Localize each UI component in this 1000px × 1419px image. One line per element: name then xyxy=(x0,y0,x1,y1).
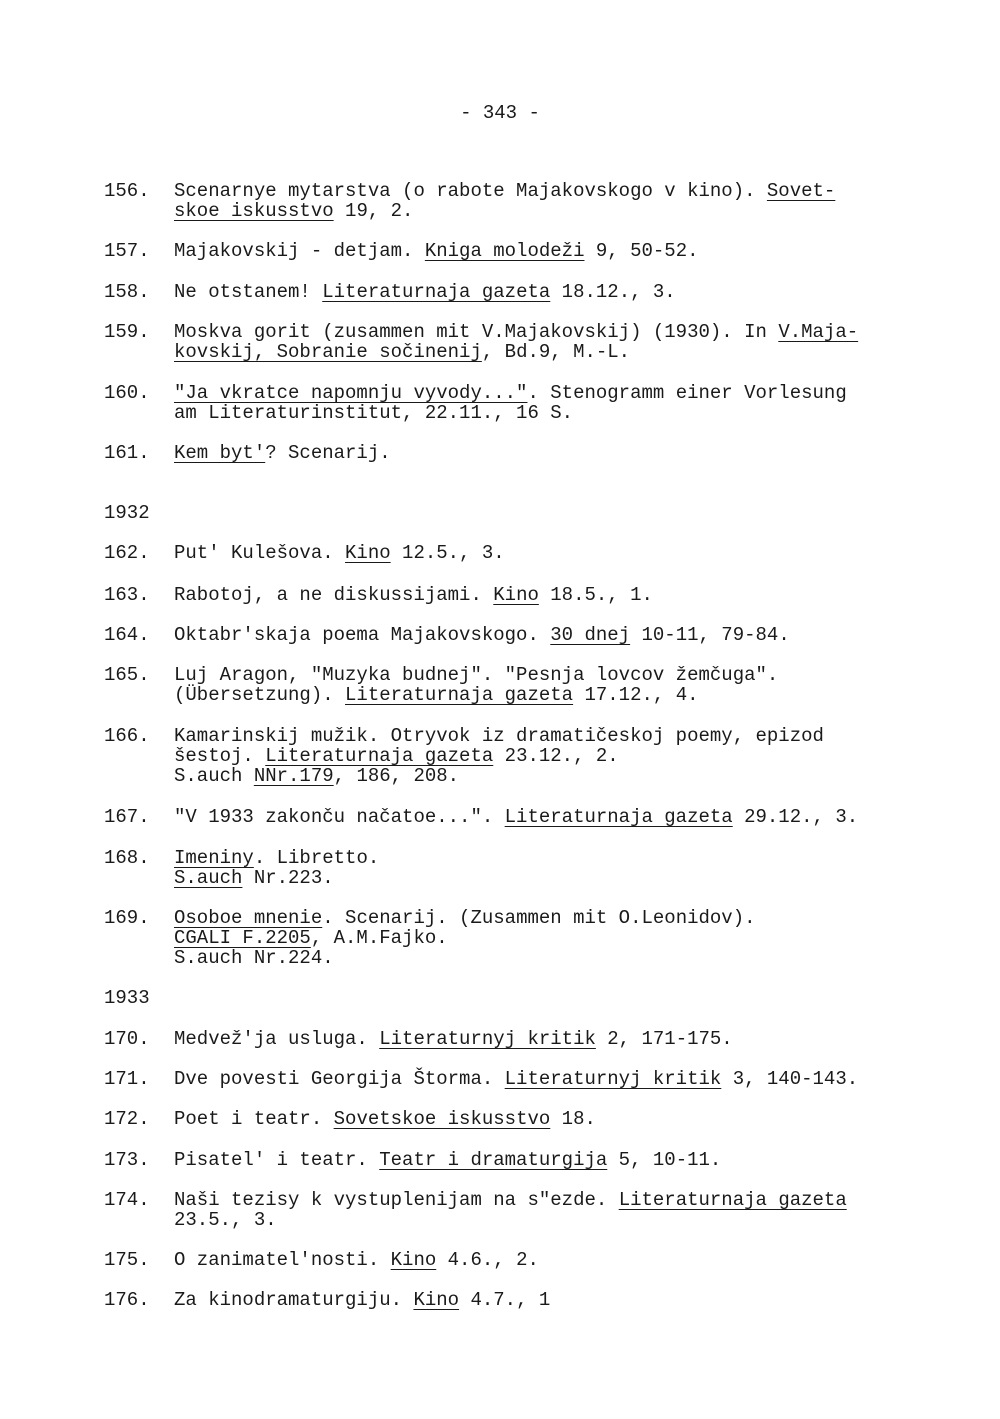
entry-line xyxy=(174,807,934,827)
entry-text-segment: 29.12., 3. xyxy=(732,806,859,828)
entry-number: 161. xyxy=(104,442,150,464)
underlined-title: 30 dnej xyxy=(550,624,631,646)
entry-text xyxy=(174,443,934,463)
entry-text-segment: 23.12., 2. xyxy=(493,745,619,767)
entry-text xyxy=(174,908,934,968)
underlined-title: Imeniny xyxy=(174,847,254,869)
entry-text-segment: . Stenogramm einer Vorlesung xyxy=(527,382,847,404)
entry-line xyxy=(174,282,934,302)
entry-text-segment: . Libretto. xyxy=(253,847,380,869)
entry-text xyxy=(174,1290,934,1310)
entry-number: 160. xyxy=(104,382,150,404)
entry-line xyxy=(174,1290,934,1310)
entry-line xyxy=(174,928,934,948)
entry-number: 164. xyxy=(104,624,150,646)
entry-text-segment: ? Scenarij. xyxy=(265,442,391,464)
entry-line xyxy=(174,848,934,868)
entry-text xyxy=(174,726,934,786)
entry-text xyxy=(174,665,934,705)
entry-line xyxy=(174,543,934,563)
entry-text-segment: am Literaturinstitut, 22.11., 16 S. xyxy=(174,402,574,424)
entry-text xyxy=(174,1190,934,1230)
entry-text-segment: S.auch Nr.224. xyxy=(174,947,334,969)
underlined-title: Kino xyxy=(345,542,391,564)
underlined-title: Kino xyxy=(390,1249,437,1271)
entry-line xyxy=(174,766,934,786)
entry-text-segment: Naši tezisy k vystuplenijam na s"ezde. xyxy=(174,1189,619,1211)
entry-text-segment: 9, 50-52. xyxy=(584,240,699,262)
entry-number: 169. xyxy=(104,907,150,929)
underlined-title: Kino xyxy=(413,1289,460,1311)
entry-text xyxy=(174,383,934,423)
underlined-title: Literaturnaja gazeta xyxy=(265,745,494,767)
underlined-title: Literaturnyj kritik xyxy=(379,1028,596,1050)
entry-text-segment: S.auch xyxy=(174,765,254,787)
year-heading: 1932 xyxy=(104,502,150,524)
underlined-title: V.Maja- xyxy=(778,321,859,343)
underlined-title: Kniga molodeži xyxy=(424,240,585,262)
underlined-title: "Ja vkratce napomnju vyvody..." xyxy=(174,382,528,404)
entry-text xyxy=(174,848,934,888)
entry-line xyxy=(174,685,934,705)
entry-text-segment: 12.5., 3. xyxy=(390,542,505,564)
entry-text-segment: 4.6., 2. xyxy=(436,1249,539,1271)
entry-line xyxy=(174,868,934,888)
entry-line xyxy=(174,1190,934,1210)
entry-line xyxy=(174,383,934,403)
entry-number: 156. xyxy=(104,180,150,202)
entry-text-segment: Moskva gorit (zusammen mit V.Majakovskij) (1930). In xyxy=(174,321,779,343)
entry-text xyxy=(174,241,934,261)
entry-line xyxy=(174,201,934,221)
underlined-title: Teatr i dramaturgija xyxy=(379,1149,608,1171)
entry-line xyxy=(174,726,934,746)
entry-line xyxy=(174,1250,934,1270)
entry-text-segment: 18.12., 3. xyxy=(550,281,676,303)
entry-text-segment: Nr.223. xyxy=(242,867,334,889)
underlined-title: Kino xyxy=(493,584,539,606)
underlined-title: Literaturnaja gazeta xyxy=(322,281,551,303)
entry-text-segment: Kamarinskij mužik. Otryvok iz dramatičeskoj poemy, epizod xyxy=(174,725,824,747)
entry-text-segment: , 186, 208. xyxy=(333,765,460,787)
year-heading: 1933 xyxy=(104,987,150,1009)
entry-text-segment: Medvež'ja usluga. xyxy=(174,1028,380,1050)
underlined-title: kovskij, Sobranie sočinenij xyxy=(174,341,482,363)
entry-text-segment: Poet i teatr. xyxy=(174,1108,334,1130)
entry-text xyxy=(174,1109,934,1129)
entry-text xyxy=(174,585,934,605)
entry-line xyxy=(174,181,934,201)
entry-text-segment: šestoj. xyxy=(174,745,266,767)
entry-text-segment: Pisatel' i teatr. xyxy=(174,1149,380,1171)
underlined-title: Sovet- xyxy=(766,180,836,202)
underlined-title: CGALI F.2205 xyxy=(174,927,311,949)
underlined-title: NNr.179 xyxy=(253,765,334,787)
entry-line xyxy=(174,665,934,685)
entry-text-segment: O zanimatel'nosti. xyxy=(174,1249,391,1271)
entry-text-segment: (Übersetzung). xyxy=(174,684,346,706)
underlined-title: Literaturnaja gazeta xyxy=(504,806,733,828)
entry-number: 176. xyxy=(104,1289,150,1311)
underlined-title: Literaturnaja gazeta xyxy=(345,684,574,706)
underlined-title: Osoboe mnenie xyxy=(174,907,323,929)
entry-text xyxy=(174,543,934,563)
entry-text xyxy=(174,181,934,221)
entry-text-segment: Dve povesti Georgija Štorma. xyxy=(174,1068,505,1090)
entry-text-segment: Rabotoj, a ne diskussijami. xyxy=(174,584,494,606)
underlined-title: skoe iskusstvo xyxy=(174,200,334,222)
entry-line xyxy=(174,322,934,342)
entry-number: 157. xyxy=(104,240,150,262)
entry-text-segment: 17.12., 4. xyxy=(573,684,699,706)
entry-text-segment: 10-11, 79-84. xyxy=(630,624,790,646)
entry-text-segment: Scenarnye mytarstva (o rabote Majakovskogo v kino). xyxy=(174,180,767,202)
entry-number: 174. xyxy=(104,1189,150,1211)
entry-number: 175. xyxy=(104,1249,150,1271)
entry-text xyxy=(174,322,934,362)
entry-text-segment: . Scenarij. (Zusammen mit O.Leonidov). xyxy=(322,907,756,929)
page-number: - 343 - xyxy=(460,102,540,124)
underlined-title: Literaturnaja gazeta xyxy=(618,1189,847,1211)
entry-number: 165. xyxy=(104,664,150,686)
entry-line xyxy=(174,1210,934,1230)
entry-text-segment: Oktabr'skaja poema Majakovskogo. xyxy=(174,624,551,646)
entry-text-segment: Luj Aragon, "Muzyka budnej". "Pesnja lovcov žemčuga". xyxy=(174,664,779,686)
entry-line xyxy=(174,241,934,261)
entry-text xyxy=(174,1250,934,1270)
entry-text-segment: , Bd.9, M.-L. xyxy=(481,341,631,363)
entry-text-segment: 19, 2. xyxy=(333,200,414,222)
entry-number: 162. xyxy=(104,542,150,564)
entry-line xyxy=(174,1029,934,1049)
entry-text xyxy=(174,807,934,827)
entry-number: 159. xyxy=(104,321,150,343)
entry-text-segment: 2, 171-175. xyxy=(595,1028,733,1050)
entry-text xyxy=(174,625,934,645)
entry-number: 163. xyxy=(104,584,150,606)
entry-text-segment: 3, 140-143. xyxy=(721,1068,859,1090)
entry-text-segment: 18.5., 1. xyxy=(538,584,653,606)
entry-number: 172. xyxy=(104,1108,150,1130)
entry-number: 166. xyxy=(104,725,150,747)
entry-text-segment: 4.7., 1 xyxy=(459,1289,551,1311)
entry-line xyxy=(174,1150,934,1170)
entry-text-segment: 5, 10-11. xyxy=(607,1149,722,1171)
entry-text xyxy=(174,1069,934,1089)
underlined-title: Sovetskoe iskusstvo xyxy=(333,1108,551,1130)
entry-text-segment: Ne otstanem! xyxy=(174,281,323,303)
entry-line xyxy=(174,403,934,423)
entry-line xyxy=(174,908,934,928)
underlined-title: Literaturnyj kritik xyxy=(504,1068,722,1090)
entry-number: 168. xyxy=(104,847,150,869)
entry-line xyxy=(174,1109,934,1129)
entry-number: 158. xyxy=(104,281,150,303)
entry-number: 171. xyxy=(104,1068,150,1090)
underlined-title: S.auch xyxy=(174,867,243,889)
entry-line xyxy=(174,948,934,968)
entry-number: 167. xyxy=(104,806,150,828)
entry-text-segment: 23.5., 3. xyxy=(174,1209,277,1231)
entry-line xyxy=(174,746,934,766)
entry-line xyxy=(174,585,934,605)
entry-text-segment: , A.M.Fajko. xyxy=(310,927,448,949)
entry-text-segment: "V 1933 zakonču načatoe...". xyxy=(174,806,505,828)
entry-line xyxy=(174,625,934,645)
entry-line xyxy=(174,1069,934,1089)
entry-text-segment: Majakovskij - detjam. xyxy=(174,240,425,262)
entry-text-segment: 18. xyxy=(550,1108,596,1130)
entry-text-segment: Za kinodramaturgiju. xyxy=(174,1289,414,1311)
entry-text xyxy=(174,1029,934,1049)
entry-number: 173. xyxy=(104,1149,150,1171)
entry-text xyxy=(174,1150,934,1170)
entry-text xyxy=(174,282,934,302)
entry-line xyxy=(174,342,934,362)
entry-text-segment: Put' Kulešova. xyxy=(174,542,346,564)
entry-number: 170. xyxy=(104,1028,150,1050)
entry-line xyxy=(174,443,934,463)
underlined-title: Kem byt' xyxy=(174,442,266,464)
